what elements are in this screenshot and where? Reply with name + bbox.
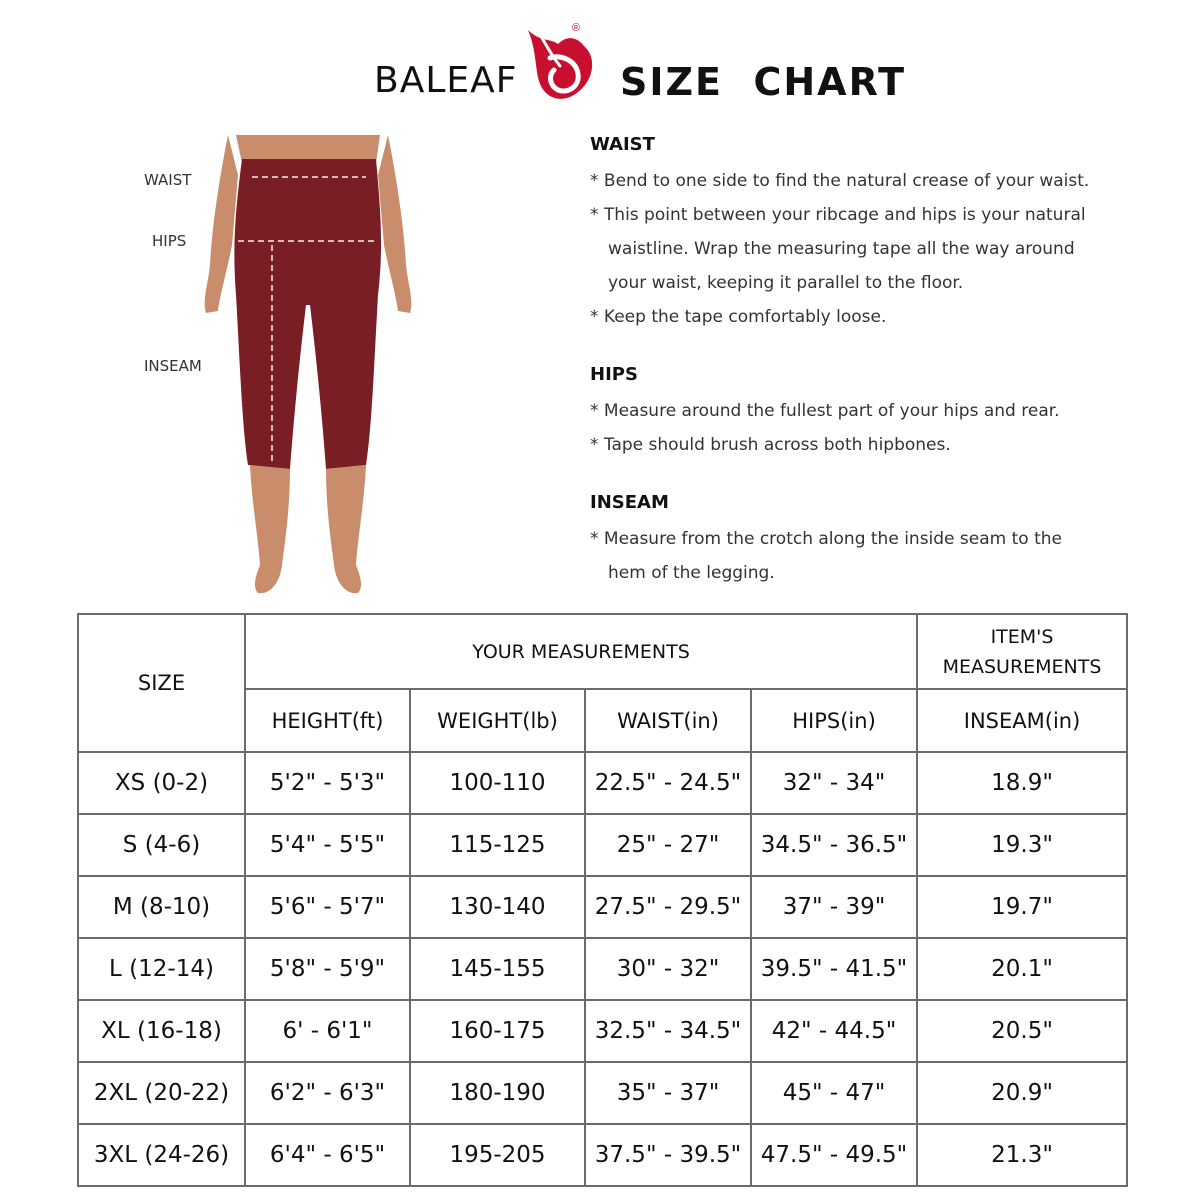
inseam-bullet-1-line-2: hem of the legging.	[608, 563, 775, 583]
waist-bullet-2-line-1: * This point between your ribcage and hips is your natural	[590, 205, 1086, 225]
waist-bullet-3: * Keep the tape comfortably loose.	[590, 307, 887, 327]
cell-inseam: 19.7"	[917, 876, 1127, 938]
items-header-line-2: MEASUREMENTS	[942, 655, 1102, 678]
inseam-section	[590, 492, 1150, 590]
baleaf-logo-icon	[520, 24, 602, 108]
waist-bullet-1: * Bend to one side to find the natural crease of your waist.	[590, 171, 1090, 191]
hips-bullet-1: * Measure around the fullest part of your hips and rear.	[590, 401, 1060, 421]
cell-height: 5'6" - 5'7"	[245, 876, 410, 938]
cell-size: 3XL (24-26)	[78, 1124, 245, 1186]
cell-size: S (4-6)	[78, 814, 245, 876]
hips-section	[590, 364, 1150, 462]
cell-size: XL (16-18)	[78, 1000, 245, 1062]
cell-size: M (8-10)	[78, 876, 245, 938]
column-header-height: HEIGHT(ft)	[245, 689, 410, 752]
figure-label-waist: WAIST	[144, 171, 192, 189]
cell-weight: 100-110	[410, 752, 585, 814]
waist-title: WAIST	[590, 134, 655, 155]
cell-inseam: 21.3"	[917, 1124, 1127, 1186]
cell-waist: 22.5" - 24.5"	[585, 752, 751, 814]
table-row	[78, 1124, 1127, 1186]
brand-name: BALEAF	[374, 60, 518, 101]
cell-height: 6'4" - 6'5"	[245, 1124, 410, 1186]
cell-waist: 35" - 37"	[585, 1062, 751, 1124]
hips-bullet-2: * Tape should brush across both hipbones.	[590, 435, 951, 455]
size-header: SIZE	[78, 614, 245, 752]
your-measurements-header: YOUR MEASUREMENTS	[245, 614, 917, 689]
cell-hips: 42" - 44.5"	[751, 1000, 917, 1062]
cell-weight: 160-175	[410, 1000, 585, 1062]
figure-label-inseam: INSEAM	[144, 357, 202, 375]
model-figure	[140, 135, 440, 605]
registered-mark: ®	[572, 22, 581, 34]
cell-hips: 47.5" - 49.5"	[751, 1124, 917, 1186]
cell-hips: 45" - 47"	[751, 1062, 917, 1124]
waist-bullet-2-line-2: waistline. Wrap the measuring tape all the way around	[608, 239, 1075, 259]
table-row	[78, 1062, 1127, 1124]
items-header-line-1: ITEM'S	[990, 625, 1054, 648]
column-header-weight: WEIGHT(lb)	[410, 689, 585, 752]
cell-size: 2XL (20-22)	[78, 1062, 245, 1124]
column-header-inseam: INSEAM(in)	[917, 689, 1127, 752]
cell-weight: 195-205	[410, 1124, 585, 1186]
cell-waist: 37.5" - 39.5"	[585, 1124, 751, 1186]
cell-inseam: 20.9"	[917, 1062, 1127, 1124]
cell-height: 5'8" - 5'9"	[245, 938, 410, 1000]
cell-hips: 34.5" - 36.5"	[751, 814, 917, 876]
cell-size: XS (0-2)	[78, 752, 245, 814]
cell-weight: 180-190	[410, 1062, 585, 1124]
column-header-waist: WAIST(in)	[585, 689, 751, 752]
table-row	[78, 876, 1127, 938]
cell-waist: 30" - 32"	[585, 938, 751, 1000]
inseam-bullet-1	[590, 522, 1150, 590]
table-row	[78, 814, 1127, 876]
inseam-title: INSEAM	[590, 492, 669, 513]
cell-weight: 145-155	[410, 938, 585, 1000]
table-row	[78, 752, 1127, 814]
cell-inseam: 20.1"	[917, 938, 1127, 1000]
hips-title: HIPS	[590, 364, 638, 385]
measurement-instructions	[590, 134, 1150, 620]
cell-hips: 32" - 34"	[751, 752, 917, 814]
cell-height: 6' - 6'1"	[245, 1000, 410, 1062]
inseam-bullet-1-line-1: * Measure from the crotch along the inside seam to the	[590, 529, 1062, 549]
cell-size: L (12-14)	[78, 938, 245, 1000]
header	[0, 20, 1200, 110]
cell-height: 5'4" - 5'5"	[245, 814, 410, 876]
cell-waist: 25" - 27"	[585, 814, 751, 876]
items-measurements-header	[917, 614, 1127, 689]
chart-title: SIZE CHART	[620, 60, 907, 104]
cell-weight: 130-140	[410, 876, 585, 938]
waist-bullet-2-line-3: your waist, keeping it parallel to the floor.	[608, 273, 964, 293]
table-header-row	[78, 614, 1127, 689]
waist-bullet-2	[590, 198, 1150, 300]
table-row	[78, 1000, 1127, 1062]
cell-height: 6'2" - 6'3"	[245, 1062, 410, 1124]
cell-hips: 37" - 39"	[751, 876, 917, 938]
cell-waist: 32.5" - 34.5"	[585, 1000, 751, 1062]
cell-inseam: 18.9"	[917, 752, 1127, 814]
table-row	[78, 938, 1127, 1000]
column-header-hips: HIPS(in)	[751, 689, 917, 752]
cell-inseam: 19.3"	[917, 814, 1127, 876]
figure-label-hips: HIPS	[152, 232, 187, 250]
cell-hips: 39.5" - 41.5"	[751, 938, 917, 1000]
waist-section	[590, 134, 1150, 334]
cell-weight: 115-125	[410, 814, 585, 876]
cell-waist: 27.5" - 29.5"	[585, 876, 751, 938]
size-table	[77, 613, 1128, 1187]
cell-height: 5'2" - 5'3"	[245, 752, 410, 814]
cell-inseam: 20.5"	[917, 1000, 1127, 1062]
model-silhouette-icon	[140, 135, 440, 605]
